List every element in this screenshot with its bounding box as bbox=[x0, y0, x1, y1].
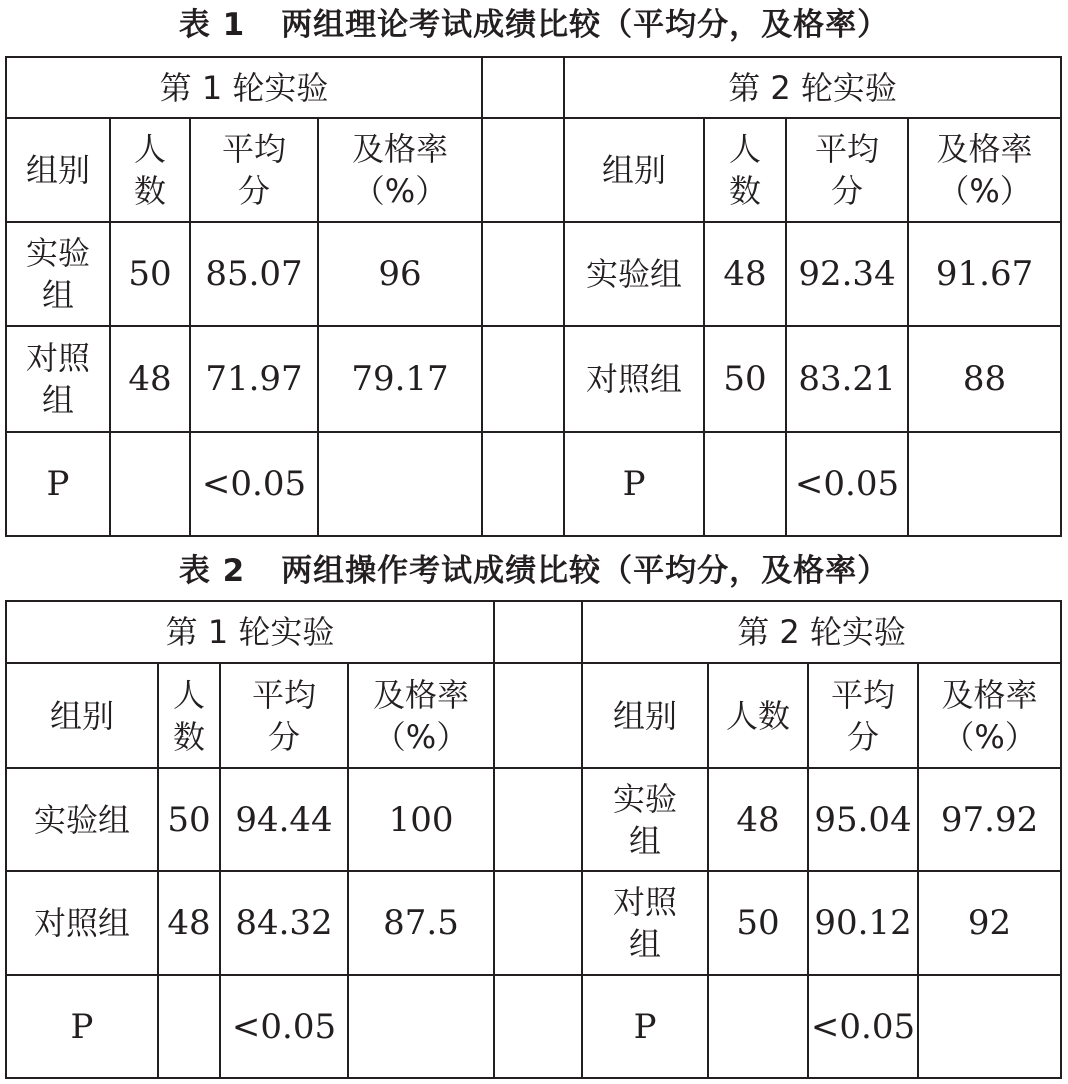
table1-r1-experimental-mean: 85.07 bbox=[190, 222, 318, 326]
table2-r1-control-count: 48 bbox=[158, 871, 220, 975]
table1-empty-cell bbox=[704, 432, 786, 536]
table2-r1-p-value: <0.05 bbox=[220, 975, 348, 1078]
table2-r1-control-mean: 84.32 bbox=[220, 871, 348, 975]
table2-r1-header-pass-rate: 及格率 （%） bbox=[348, 663, 494, 768]
table1-spacer-cell bbox=[482, 432, 564, 536]
table1-control-row bbox=[6, 326, 1061, 432]
table1-spacer-cell bbox=[482, 326, 564, 432]
table2-r2-header-pass-rate: 及格率 （%） bbox=[918, 663, 1061, 768]
table2-round-header-row bbox=[6, 601, 1061, 663]
table2-round2-title: 第 2 轮实验 bbox=[582, 601, 1061, 663]
table2-spacer-cell bbox=[494, 871, 582, 975]
table1-r1-header-group: 组别 bbox=[6, 118, 110, 222]
table1-r1-control-group: 对照 组 bbox=[6, 326, 110, 432]
operation-exam-table bbox=[5, 600, 1062, 1079]
table2-empty-cell bbox=[708, 975, 808, 1078]
table2-r2-experimental-count: 48 bbox=[708, 768, 808, 871]
table2-r1-experimental-pass-rate: 100 bbox=[348, 768, 494, 871]
table1-r2-experimental-count: 48 bbox=[704, 222, 786, 326]
table2-spacer-cell bbox=[494, 768, 582, 871]
table1-r2-p-label: P bbox=[564, 432, 704, 536]
table1-r1-p-value: <0.05 bbox=[190, 432, 318, 536]
table1-r1-control-count: 48 bbox=[110, 326, 190, 432]
table1-p-value-row bbox=[6, 432, 1061, 536]
table2-empty-cell bbox=[918, 975, 1061, 1078]
table1-r2-control-mean: 83.21 bbox=[786, 326, 908, 432]
table1-caption-number: 表 1 bbox=[178, 7, 246, 43]
table2-r2-header-count: 人数 bbox=[708, 663, 808, 768]
table1-spacer-cell bbox=[482, 57, 564, 118]
table2-caption bbox=[0, 546, 1068, 596]
table2-r1-header-group: 组别 bbox=[6, 663, 158, 768]
table2-r1-experimental-mean: 94.44 bbox=[220, 768, 348, 871]
table1-round2-title: 第 2 轮实验 bbox=[564, 57, 1061, 118]
table2-r2-header-mean: 平均 分 bbox=[808, 663, 918, 768]
table2-r1-p-label: P bbox=[6, 975, 158, 1078]
table1-round1-title: 第 1 轮实验 bbox=[6, 57, 482, 118]
theory-exam-table bbox=[5, 56, 1062, 537]
table2-r2-control-count: 50 bbox=[708, 871, 808, 975]
table2-r1-experimental-count: 50 bbox=[158, 768, 220, 871]
table2-spacer-cell bbox=[494, 663, 582, 768]
table2-experimental-row bbox=[6, 768, 1061, 871]
table1-empty-cell bbox=[908, 432, 1061, 536]
table2-p-value-row bbox=[6, 975, 1061, 1078]
table1-experimental-row bbox=[6, 222, 1061, 326]
table1-r1-header-mean: 平均 分 bbox=[190, 118, 318, 222]
table1-column-header-row bbox=[6, 118, 1061, 222]
table2-r1-experimental-group: 实验组 bbox=[6, 768, 158, 871]
table1-r1-p-label: P bbox=[6, 432, 110, 536]
table1-r2-control-count: 50 bbox=[704, 326, 786, 432]
table1-empty-cell bbox=[110, 432, 190, 536]
table1-r2-header-mean: 平均 分 bbox=[786, 118, 908, 222]
table2-r2-control-mean: 90.12 bbox=[808, 871, 918, 975]
table1-r2-header-pass-rate: 及格率 （%） bbox=[908, 118, 1061, 222]
table2-r1-control-group: 对照组 bbox=[6, 871, 158, 975]
table1-r2-p-value: <0.05 bbox=[786, 432, 908, 536]
table1-r1-control-mean: 71.97 bbox=[190, 326, 318, 432]
table2-control-row bbox=[6, 871, 1061, 975]
table2-r2-header-group: 组别 bbox=[582, 663, 708, 768]
table1-r1-experimental-count: 50 bbox=[110, 222, 190, 326]
table1-caption-text: 两组理论考试成绩比较（平均分，及格率） bbox=[281, 7, 890, 43]
table1-r1-header-pass-rate: 及格率 （%） bbox=[318, 118, 482, 222]
table1-r2-control-pass-rate: 88 bbox=[908, 326, 1061, 432]
table2-r1-control-pass-rate: 87.5 bbox=[348, 871, 494, 975]
table2-r2-p-label: P bbox=[582, 975, 708, 1078]
table1-r1-control-pass-rate: 79.17 bbox=[318, 326, 482, 432]
table2-r1-header-count: 人 数 bbox=[158, 663, 220, 768]
table2-empty-cell bbox=[158, 975, 220, 1078]
table2-column-header-row bbox=[6, 663, 1061, 768]
table2-r1-header-mean: 平均 分 bbox=[220, 663, 348, 768]
table2-r2-experimental-group: 实验 组 bbox=[582, 768, 708, 871]
table2-caption-number: 表 2 bbox=[178, 553, 246, 589]
table2-round1-title: 第 1 轮实验 bbox=[6, 601, 494, 663]
table1-r2-header-group: 组别 bbox=[564, 118, 704, 222]
table2-r2-control-pass-rate: 92 bbox=[918, 871, 1061, 975]
table1-r1-header-count: 人 数 bbox=[110, 118, 190, 222]
table2-empty-cell bbox=[348, 975, 494, 1078]
table1-spacer-cell bbox=[482, 222, 564, 326]
table1-r1-experimental-group: 实验 组 bbox=[6, 222, 110, 326]
table1-r2-experimental-group: 实验组 bbox=[564, 222, 704, 326]
table2-r2-control-group: 对照 组 bbox=[582, 871, 708, 975]
table2-caption-text: 两组操作考试成绩比较（平均分，及格率） bbox=[281, 553, 890, 589]
table1-r2-experimental-pass-rate: 91.67 bbox=[908, 222, 1061, 326]
table1-caption bbox=[0, 0, 1068, 50]
table2-spacer-cell bbox=[494, 975, 582, 1078]
table1-round-header-row bbox=[6, 57, 1061, 118]
table1-r1-experimental-pass-rate: 96 bbox=[318, 222, 482, 326]
table1-r2-experimental-mean: 92.34 bbox=[786, 222, 908, 326]
table2-r2-experimental-pass-rate: 97.92 bbox=[918, 768, 1061, 871]
table1-r2-header-count: 人 数 bbox=[704, 118, 786, 222]
table1-empty-cell bbox=[318, 432, 482, 536]
table1-spacer-cell bbox=[482, 118, 564, 222]
table1-r2-control-group: 对照组 bbox=[564, 326, 704, 432]
table2-r2-experimental-mean: 95.04 bbox=[808, 768, 918, 871]
table2-r2-p-value: <0.05 bbox=[808, 975, 918, 1078]
table2-spacer-cell bbox=[494, 601, 582, 663]
